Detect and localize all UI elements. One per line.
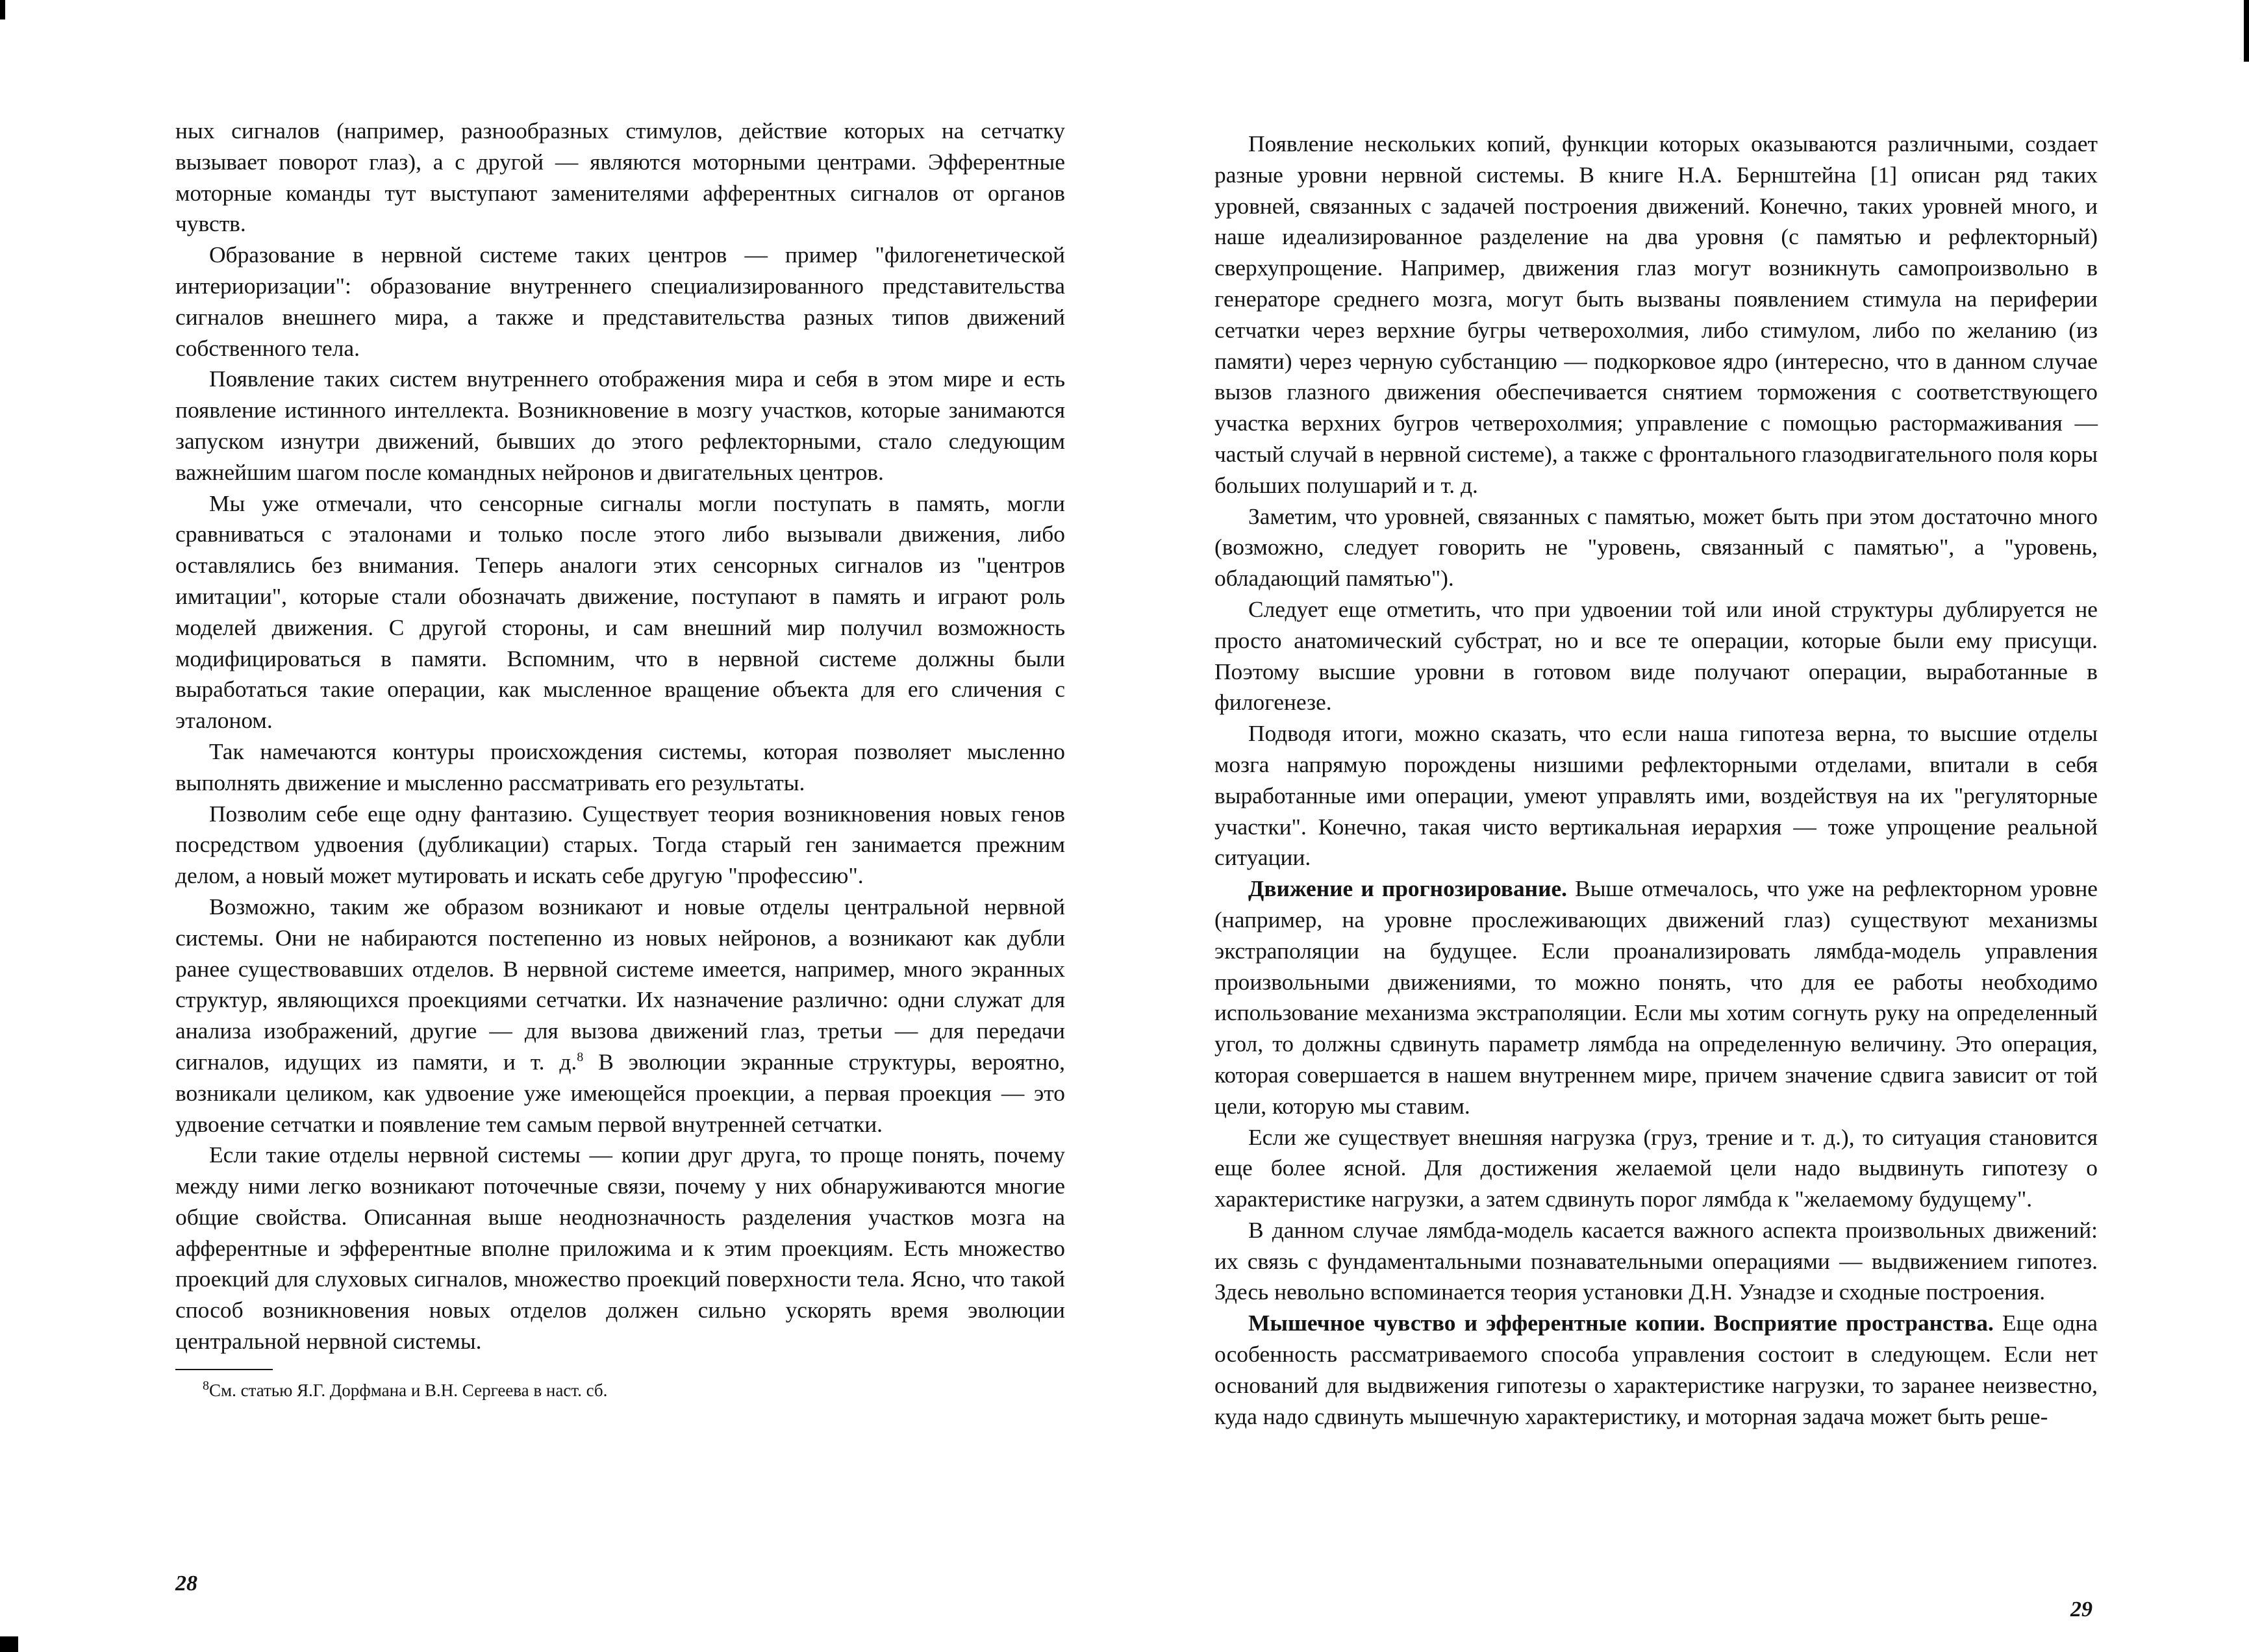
footnote (175, 1378, 1065, 1403)
paragraph: Если же существует внешняя нагрузка (груз, трение и т. д.), то ситуация становится еще более ясной. Для достижения желаемой цели надо выдвинуть гипотезу о характеристике нагрузки, а затем сдвинуть порог лямбда к "желаемому будущему". (1214, 1123, 2098, 1212)
page-number-left: 28 (175, 1571, 197, 1596)
paragraph: Заметим, что уровней, связанных с памятью, может быть при этом достаточно много (возможно, следует говорить не "уровень, связанный с памятью", а "уровень, обладающий памятью"). (1214, 503, 2098, 592)
paragraph: ных сигналов (например, разнообразных стимулов, действие которых на сетчатку вызывает поворот глаз), а с другой — являются моторными центрами. Эфферентные моторные команды тут выступают заменителями афферентных сигналов от органов чувств. (175, 118, 1065, 237)
paragraph-text: Возможно, таким же образом возникают и новые отделы центральной нервной системы. Они не набираются постепенно из новых нейронов, а возникают как дубли ранее существовавших отделов. В нервной системе имеется, например, много экранных структур, являющихся проекциями сетчатки. Их назначение различно: одни служат для анализа изображений, другие — для вызова движений глаз, третьи — для передачи сигналов, идущих из памяти, и т. д. (175, 893, 1065, 1075)
scan-mark-right-edge (2244, 0, 2249, 62)
section-paragraph (1214, 1308, 2098, 1432)
scan-mark-bottom-left (0, 1636, 18, 1652)
paragraph: Подводя итоги, можно сказать, что если наша гипотеза верна, то высшие отделы мозга напрямую порождены низшими рефлекторными отделами, впитали в себя выработанные ими операции, умеют управлять ими, воздействуя на их "регуляторные участки". Конечно, такая чисто вертикальная иерархия — тоже упрощение реальной ситуации. (1214, 720, 2098, 871)
paragraph-text: Еще одна особенность рассматриваемого способа управления состоит в следующем. Если нет оснований для выдвижения гипотезы о характеристике нагрузки, то заранее неизвестно, куда надо сдвинуть мышечную характеристику, и моторная задача может быть реше- (1214, 1310, 2098, 1429)
paragraph: Следует еще отметить, что при удвоении той или иной структуры дублируется не просто анатомический субстрат, но и все те операции, которые были ему присущи. Поэтому высшие уровни в готовом виде получают операции, выработанные в филогенезе. (1214, 595, 2098, 716)
paragraph-text: Выше отмечалось, что уже на рефлекторном уровне (например, на уровне прослеживающих движений глаз) существуют механизмы экстраполяции на будущее. Если проанализировать лямбда-модель управления произвольными движениями, то можно понять, что для ее работы необходимо использование механизма экстраполяции. Если мы хотим согнуть руку на определенный угол, то должны сдвинуть параметр лямбда на определенную величину. Это операция, которая совершается в нашем внутреннем мире, причем значение сдвига зависит от той цели, которую мы ставим. (1214, 875, 2098, 1119)
paragraph: Появление нескольких копий, функции которых оказываются различными, создает разные уровни нервной системы. В книге Н.А. Бернштейна [1] описан ряд таких уровней, связанных с задачей построения движений. Конечно, таких уровней много, и наше идеализированное разделение на два уровня (с памятью и рефлекторный) сверхупрощение. Например, движения глаз могут возникнуть самопроизвольно в генераторе среднего мозга, могут быть вызваны появлением стимула на периферии сетчатки через верхние бугры четверохолмия, либо стимулом, либо по желанию (из памяти) через черную субстанцию — подкорковое ядро (интересно, что в данном случае вызов глазного движения обеспечивается снятием торможения с соответствующего участка верхних бугров четверохолмия; управление с помощью растормаживания — частый случай в нервной системе), а также с фронтального глазодвигательного поля коры больших полушарий и т. д. (1214, 131, 2098, 498)
paragraph: Появление таких систем внутреннего отображения мира и себя в этом мире и есть появление истинного интеллекта. Возникновение в мозгу участков, которые занимаются запуском изнутри движений, бывших до этого рефлекторными, стало следующим важнейшим шагом после командных нейронов и двигательных центров. (175, 366, 1065, 485)
section-heading: Движение и прогнозирование. (1248, 875, 1568, 902)
scan-mark-top-left (0, 0, 5, 19)
paragraph: Образование в нервной системе таких центров — пример "филогенетической интериоризации": образование внутреннего специализированного представительства сигналов внешнего мира, а также и представительства разных типов движений собственного тела. (175, 242, 1065, 361)
paragraph: Мы уже отмечали, что сенсорные сигналы могли поступать в память, могли сравниваться с эталонами и только после этого либо вызывали движения, либо оставлялись без внимания. Теперь аналоги этих сенсорных сигналов из "центров имитации", которые стали обозначать движение, поступают в память и играют роль моделей движения. С другой стороны, и сам внешний мир получил возможность модифицироваться в памяти. Вспомним, что в нервной системе должны были выработаться такие операции, как мысленное вращение объекта для его сличения с эталоном. (175, 490, 1065, 734)
paragraph: Если такие отделы нервной системы — копии друг друга, то проще понять, почему между ними легко возникают поточечные связи, почему у них обнаруживаются многие общие свойства. Описанная выше неоднозначность разделения участков мозга на афферентные и эфферентные вполне приложима и к этим проекциям. Есть множество проекций для слуховых сигналов, множество проекций поверхности тела. Ясно, что такой способ возникновения новых отделов должен сильно ускорять время эволюции центральной нервной системы. (175, 1142, 1065, 1355)
paragraph: Позволим себе еще одну фантазию. Существует теория возникновения новых генов посредством удвоения (дубликации) старых. Тогда старый ген занимается прежним делом, а новый может мутировать и искать себе другую "профессию". (175, 800, 1065, 889)
section-paragraph (1214, 873, 2098, 1121)
footnote-text: См. статью Я.Г. Дорфмана и В.Н. Сергеева в наст. сб. (209, 1380, 608, 1400)
paragraph: В данном случае лямбда-модель касается важного аспекта произвольных движений: их связь с фундаментальными познавательными операциями — выдвижением гипотез. Здесь невольно вспоминается теория установки Д.Н. Узнадзе и сходные построения. (1214, 1216, 2098, 1305)
footnote-divider (175, 1369, 273, 1370)
section-heading: Мышечное чувство и эфферентные копии. Восприятие пространства. (1248, 1310, 1994, 1336)
page-number-right: 29 (2070, 1597, 2092, 1621)
paragraph-text-tail: В эволюции экранные структуры, вероятно, возникали целиком, как удвоение уже имеющейся проекции, а первая проекция — это удвоение сетчатки и появление тем самым первой внутренней сетчатки. (175, 1048, 1065, 1137)
footnote-reference: 8 (577, 1050, 584, 1065)
paragraph-with-footnote (175, 892, 1065, 1140)
paragraph: Так намечаются контуры происхождения системы, которая позволяет мысленно выполнять движение и мысленно рассматривать его результаты. (175, 738, 1065, 795)
left-page (175, 116, 1065, 1616)
right-page (1214, 129, 2098, 1635)
footnote-mark: 8 (203, 1378, 209, 1393)
